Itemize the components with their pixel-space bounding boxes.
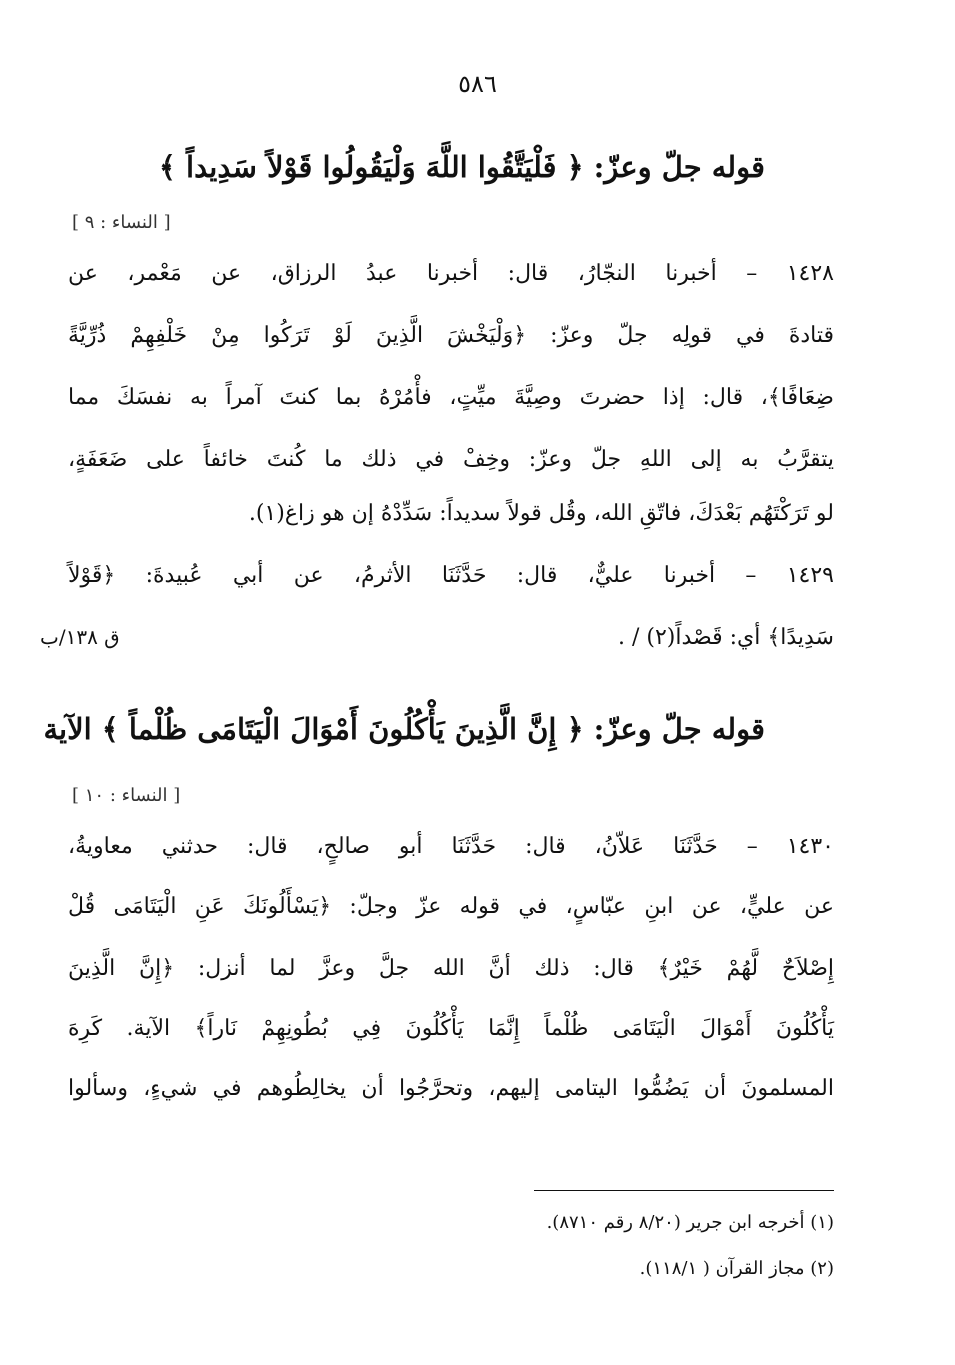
section-heading: قوله جلّ وعزّ: ﴿ إِنَّ الَّذِينَ يَأْكُلُونَ أَمْوَالَ الْيَتَامَى ظُلْماً ﴾ الآية bbox=[43, 712, 765, 746]
text-line: قتادةَ في قولِه جلّ وعزّ: ﴿وَلْيَخْشَ الَّذِينَ لَوْ تَرَكُوا مِنْ خَلْفِهِمْ ذُرِّيَّةً bbox=[68, 323, 834, 348]
text-line: سَدِيدًا﴾ أي: قَصْداً(٢) / . bbox=[617, 625, 834, 650]
surah-reference: [ النساء : ١٠ ] bbox=[72, 785, 181, 806]
text-line: المسلمونَ أن يَضُمُّوا اليتامى إليهم، وتحرَّجُوا أن يخالِطُوهم في شيءٍ، وسألوا bbox=[68, 1076, 834, 1101]
text-line: لو تَرَكْتَهُم بَعْدَكَ، فاتّقِ الله، وقُل قولاً سديداً: سَدِّدْهُ إن هو زاغ(١). bbox=[248, 501, 834, 526]
text-line: إِصْلاَحٌ لَّهُمْ خَيْرٌ﴾ قال: ذلك أنَّ الله جلَّ وعزَّ لما أنزل: ﴿إِنَّ الَّذِينَ bbox=[68, 956, 834, 981]
page-number: ٥٨٦ bbox=[458, 70, 497, 98]
text-line: يَأْكُلُونَ أَمْوَالَ الْيَتَامَى ظُلْماً إِنَّمَا يَأْكُلُونَ فِي بُطُونِهِمْ نَاراً﴾ الآية. كَرِهَ bbox=[68, 1016, 834, 1041]
surah-reference: [ النساء : ٩ ] bbox=[72, 212, 171, 233]
footnote: (٢) مجاز القرآن ( ١١٨/١). bbox=[639, 1258, 834, 1279]
text-line: ١٤٢٨ – أخبرنا النجّارُ، قال: أخبرنا عبدُ الرزاق، عن مَعْمر، عن bbox=[68, 261, 834, 286]
text-line: ١٤٢٩ – أخبرنا عليٌّ، قال: حَدَّثَنَا الأثرمُ، عن أبي عُبيدةَ: ﴿قَوْلاً bbox=[68, 563, 834, 588]
footnote: (١) أخرجه ابن جرير (٨/٢٠ رقم ٨٧١٠). bbox=[546, 1212, 834, 1233]
text-line: يتقرَّبُ به إلى اللهِ جلّ وعزّ: وخِفْ في ذلك ما كُنتَ خائفاً على ضَعَفَةٍ، bbox=[68, 447, 834, 472]
section-heading: قوله جلّ وعزّ: ﴿ فَلْيَتَّقُوا اللَّهَ وَلْيَقُولُوا قَوْلاً سَدِيداً ﴾ bbox=[158, 150, 765, 184]
footnote-divider bbox=[534, 1190, 834, 1191]
text-line: ١٤٣٠ – حَدَّثَنَا عَلاّنُ، قال: حَدَّثَنَا أبو صالحٍ، قال: حدثني معاويةُ، bbox=[68, 834, 834, 859]
manuscript-margin-note: ق ١٣٨/ب bbox=[40, 625, 120, 649]
text-line: عن عليٍّ، عن ابنِ عبّاسٍ، في قوله عزّ وجلّ: ﴿يَسْأَلُونَكَ عَنِ الْيَتَامَى قُلْ bbox=[68, 894, 834, 919]
text-line: ضِعَافًا﴾، قال: إذا حضرتَ وصِيَّةَ ميِّتٍ، فأْمُرْهُ بما كنتَ آمراً به نفسَكَ مما bbox=[68, 385, 834, 410]
